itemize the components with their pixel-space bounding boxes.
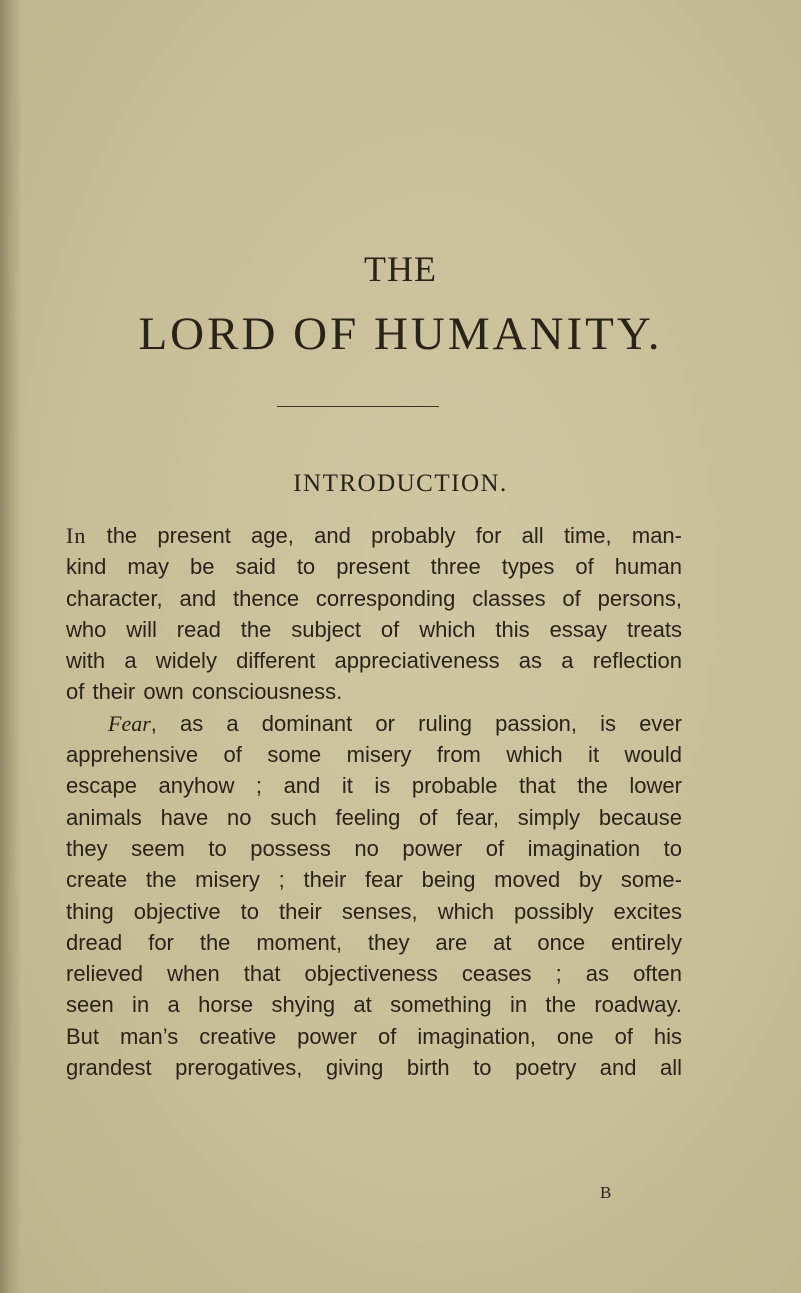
italic-term-fear: Fear [108, 710, 151, 736]
page-gutter-shadow [0, 0, 22, 1293]
signature-mark: B [600, 1183, 612, 1202]
paragraph-line-text: , as a dominant or ruling passion, is ever [150, 710, 682, 736]
paragraph-2-line: grandest prerogatives, giving birth to poetry and all [66, 1055, 682, 1081]
paragraph-2-line: escape anyhow ; and it is probable that the lower [66, 773, 682, 799]
paragraph-1-line: character, and thence corresponding classes of persons, [66, 585, 682, 611]
book-title: LORD OF HUMANITY. [138, 308, 663, 360]
title-divider-rule [277, 406, 439, 407]
paragraph-2-line: dread for the moment, they are at once entirely [66, 929, 682, 955]
paragraph-1-line: who will read the subject of which this essay treats [66, 616, 682, 642]
paragraph-2-line: seen in a horse shying at something in the roadway. [66, 992, 682, 1018]
paragraph-1-line: with a widely different appreciativeness as a reflection [66, 648, 682, 674]
paragraph-2-line-1 [66, 708, 682, 739]
body-text [66, 520, 682, 1083]
paragraph-1-line: kind may be said to present three types of human [66, 554, 682, 580]
paragraph-2-line: create the misery ; their fear being moved by some- [66, 867, 682, 893]
paragraph-2-line: relieved when that objectiveness ceases ; as often [66, 961, 682, 987]
paragraph-line-text: the present age, and probably for all time, man- [86, 523, 682, 548]
paragraph-2-line: thing objective to their senses, which possibly excites [66, 898, 682, 924]
paragraph-2-line: But man’s creative power of imagination, one of his [66, 1023, 682, 1049]
title-prefix: THE [364, 249, 437, 289]
paragraph-2-line: animals have no such feeling of fear, simply because [66, 804, 682, 830]
paragraph-1-line-1 [66, 520, 682, 551]
paragraph-1-lead: In [66, 523, 87, 548]
paragraph-1-line: of their own consciousness. [66, 679, 343, 705]
paragraph-2-line: they seem to possess no power of imagination to [66, 835, 682, 861]
paragraph-2-line: apprehensive of some misery from which it would [66, 742, 682, 768]
section-heading: INTRODUCTION. [293, 470, 508, 497]
